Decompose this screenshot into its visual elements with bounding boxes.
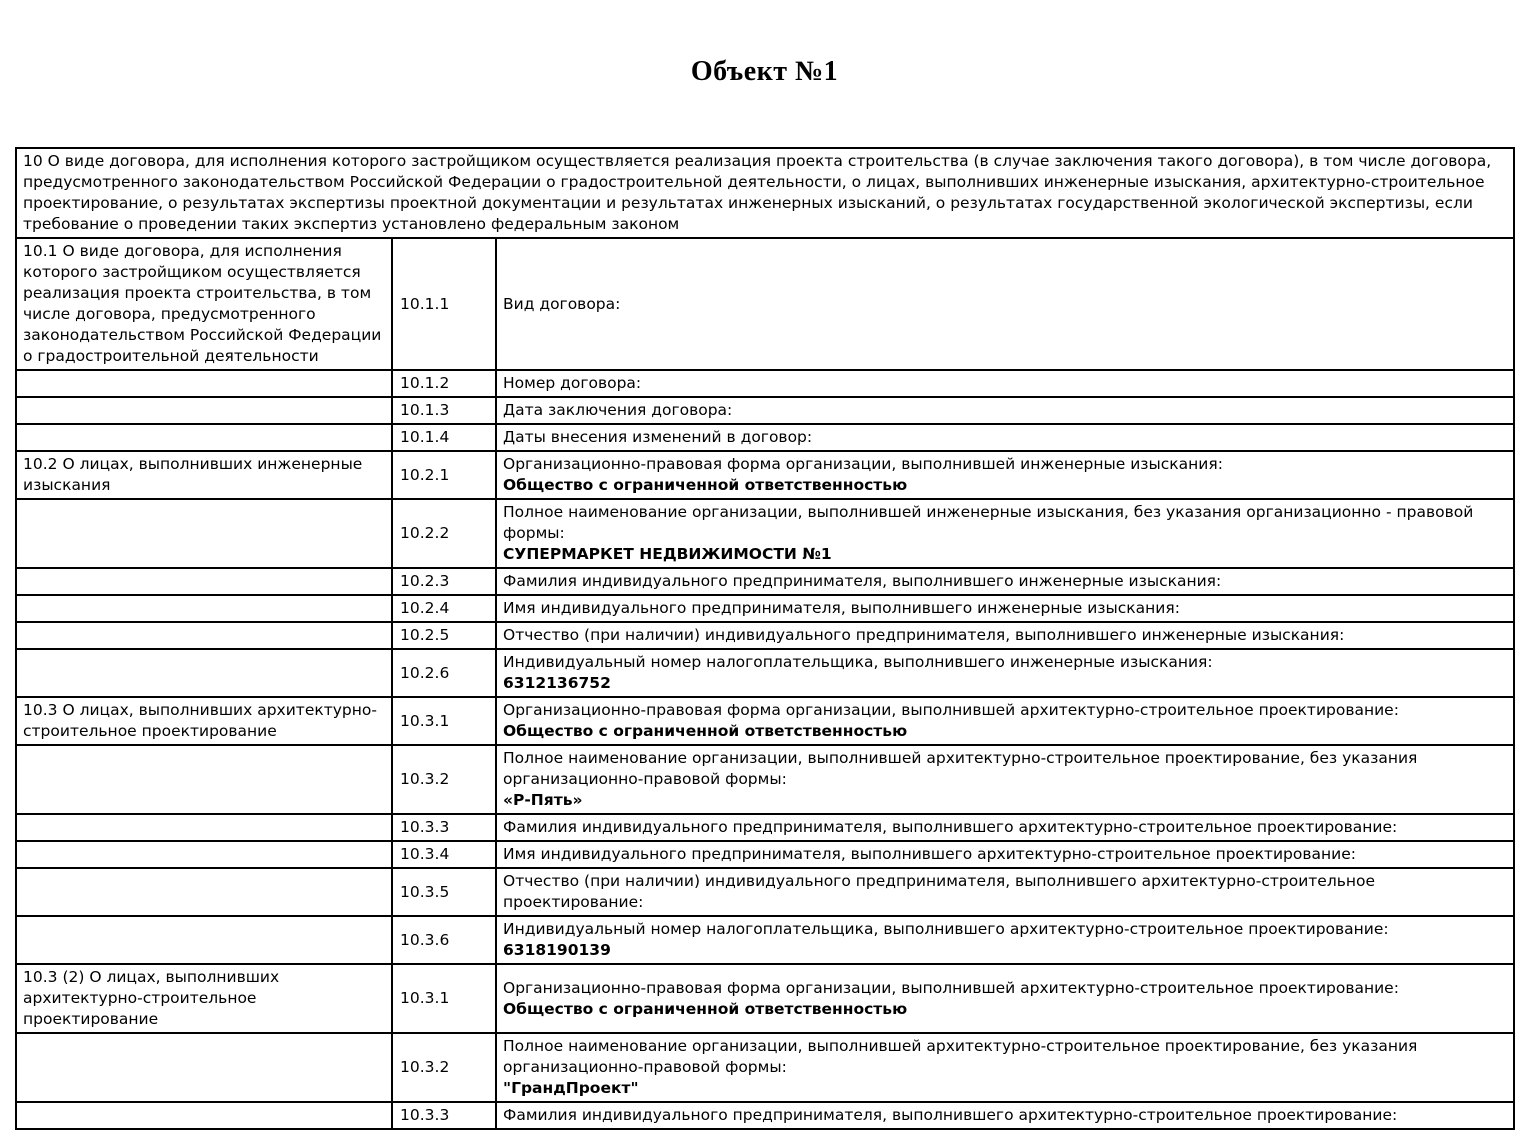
field-label: Полное наименование организации, выполнившей архитектурно-строительное проектирование, без указания организационно-правовой формы: bbox=[503, 749, 1418, 788]
field-label: Номер договора: bbox=[503, 374, 642, 392]
table-row bbox=[16, 397, 1514, 424]
field-label: Фамилия индивидуального предпринимателя, выполнившего инженерные изыскания: bbox=[503, 572, 1222, 590]
table-row bbox=[16, 568, 1514, 595]
section-description-empty-cell bbox=[16, 814, 392, 841]
table-row bbox=[16, 649, 1514, 697]
section-description-empty-cell bbox=[16, 745, 392, 814]
row-number-cell: 10.3.3 bbox=[392, 814, 496, 841]
section-description-cell: 10.2 О лицах, выполнивших инженерные изыскания bbox=[16, 451, 392, 499]
table-row bbox=[16, 745, 1514, 814]
row-content-cell bbox=[496, 916, 1514, 964]
row-number-cell: 10.1.4 bbox=[392, 424, 496, 451]
row-content-cell bbox=[496, 595, 1514, 622]
field-label: Имя индивидуального предпринимателя, выполнившего архитектурно-строительное проектирование: bbox=[503, 845, 1356, 863]
section-description-empty-cell bbox=[16, 649, 392, 697]
table-row bbox=[16, 622, 1514, 649]
table-row bbox=[16, 964, 1514, 1033]
section-description-empty-cell bbox=[16, 916, 392, 964]
row-content-cell bbox=[496, 451, 1514, 499]
section-description-empty-cell bbox=[16, 622, 392, 649]
table-row bbox=[16, 814, 1514, 841]
field-label: Организационно-правовая форма организации, выполнившей архитектурно-строительное проектирование: bbox=[503, 978, 1399, 997]
row-number-cell: 10.3.3 bbox=[392, 1102, 496, 1129]
field-value: Общество с ограниченной ответственностью bbox=[503, 999, 908, 1018]
field-label: Полное наименование организации, выполнившей инженерные изыскания, без указания организационно - правовой формы: bbox=[503, 503, 1474, 542]
row-content-cell bbox=[496, 697, 1514, 745]
section-description-empty-cell bbox=[16, 397, 392, 424]
row-number-cell: 10.3.1 bbox=[392, 697, 496, 745]
row-number-cell: 10.2.1 bbox=[392, 451, 496, 499]
row-number-cell: 10.2.5 bbox=[392, 622, 496, 649]
section-description-cell: 10.3 (2) О лицах, выполнивших архитектурно-строительное проектирование bbox=[16, 964, 392, 1033]
field-label: Фамилия индивидуального предпринимателя, выполнившего архитектурно-строительное проектирование: bbox=[503, 1106, 1398, 1124]
field-label: Индивидуальный номер налогоплательщика, выполнившего инженерные изыскания: bbox=[503, 653, 1213, 671]
row-content-cell bbox=[496, 238, 1514, 370]
row-number-cell: 10.2.4 bbox=[392, 595, 496, 622]
section-description-empty-cell bbox=[16, 868, 392, 916]
table-row-intro bbox=[16, 148, 1514, 238]
row-number-cell: 10.2.6 bbox=[392, 649, 496, 697]
table-row bbox=[16, 1033, 1514, 1102]
page-title: Объект №1 bbox=[690, 56, 839, 87]
field-value: Общество с ограниченной ответственностью bbox=[503, 476, 908, 494]
field-value: Общество с ограниченной ответственностью bbox=[503, 722, 908, 740]
table-row bbox=[16, 424, 1514, 451]
field-value: 6312136752 bbox=[503, 674, 611, 692]
row-number-cell: 10.3.5 bbox=[392, 868, 496, 916]
table-row bbox=[16, 370, 1514, 397]
row-content-cell bbox=[496, 1102, 1514, 1129]
section-description-empty-cell bbox=[16, 499, 392, 568]
row-number-cell: 10.2.2 bbox=[392, 499, 496, 568]
row-content-cell bbox=[496, 370, 1514, 397]
row-content-cell bbox=[496, 649, 1514, 697]
table-row bbox=[16, 499, 1514, 568]
section-description-empty-cell bbox=[16, 370, 392, 397]
field-label: Отчество (при наличии) индивидуального предпринимателя, выполнившего инженерные изыскания: bbox=[503, 626, 1345, 644]
row-content-cell bbox=[496, 814, 1514, 841]
section-description-empty-cell bbox=[16, 424, 392, 451]
field-label: Вид договора: bbox=[503, 294, 621, 313]
table-row bbox=[16, 697, 1514, 745]
row-number-cell: 10.3.2 bbox=[392, 1033, 496, 1102]
field-value: "ГрандПроект" bbox=[503, 1079, 639, 1097]
row-content-cell bbox=[496, 841, 1514, 868]
field-label: Даты внесения изменений в договор: bbox=[503, 428, 813, 446]
row-number-cell: 10.3.1 bbox=[392, 964, 496, 1033]
row-content-cell bbox=[496, 397, 1514, 424]
table-row bbox=[16, 868, 1514, 916]
row-number-cell: 10.3.2 bbox=[392, 745, 496, 814]
field-label: Отчество (при наличии) индивидуального предпринимателя, выполнившего архитектурно-строительное проектирование: bbox=[503, 872, 1376, 911]
field-label: Индивидуальный номер налогоплательщика, выполнившего архитектурно-строительное проектирование: bbox=[503, 920, 1389, 938]
section-description-empty-cell bbox=[16, 1102, 392, 1129]
field-label: Фамилия индивидуального предпринимателя, выполнившего архитектурно-строительное проектирование: bbox=[503, 818, 1398, 836]
row-content-cell bbox=[496, 868, 1514, 916]
section-description-cell: 10.3 О лицах, выполнивших архитектурно-строительное проектирование bbox=[16, 697, 392, 745]
section-description-empty-cell bbox=[16, 568, 392, 595]
row-content-cell bbox=[496, 745, 1514, 814]
section-description-empty-cell bbox=[16, 841, 392, 868]
row-content-cell bbox=[496, 1033, 1514, 1102]
section-description-cell: 10.1 О виде договора, для исполнения которого застройщиком осуществляется реализация проекта строительства, в том числе договора, предусмотренного законодательством Российской Федерации о градостроительной деятельности bbox=[16, 238, 392, 370]
row-content-cell bbox=[496, 622, 1514, 649]
row-number-cell: 10.1.2 bbox=[392, 370, 496, 397]
field-value: 6318190139 bbox=[503, 941, 611, 959]
row-number-cell: 10.1.3 bbox=[392, 397, 496, 424]
field-label: Имя индивидуального предпринимателя, выполнившего инженерные изыскания: bbox=[503, 599, 1180, 617]
table-row bbox=[16, 841, 1514, 868]
row-content-cell bbox=[496, 499, 1514, 568]
row-number-cell: 10.1.1 bbox=[392, 238, 496, 370]
row-content-cell bbox=[496, 424, 1514, 451]
field-label: Полное наименование организации, выполнившей архитектурно-строительное проектирование, без указания организационно-правовой формы: bbox=[503, 1037, 1418, 1076]
table-row bbox=[16, 238, 1514, 370]
table-row bbox=[16, 451, 1514, 499]
field-label: Организационно-правовая форма организации, выполнившей инженерные изыскания: bbox=[503, 455, 1223, 473]
section-description-empty-cell bbox=[16, 1033, 392, 1102]
row-number-cell: 10.2.3 bbox=[392, 568, 496, 595]
field-value: СУПЕРМАРКЕТ НЕДВИЖИМОСТИ №1 bbox=[503, 545, 832, 563]
table-row bbox=[16, 595, 1514, 622]
field-value: «Р-Пять» bbox=[503, 791, 583, 809]
row-number-cell: 10.3.6 bbox=[392, 916, 496, 964]
field-label: Организационно-правовая форма организации, выполнившей архитектурно-строительное проектирование: bbox=[503, 701, 1399, 719]
row-content-cell bbox=[496, 568, 1514, 595]
table-row bbox=[16, 916, 1514, 964]
section-10-intro-cell: 10 О виде договора, для исполнения которого застройщиком осуществляется реализация проекта строительства (в случае заключения такого договора), в том числе договора, предусмотренного законодательством Российской Федерации о градостроительной деятельности, о лицах, выполнивших инженерные изыскания, архитектурно-строительное проектирование, о результатах экспертизы проектной документации и результатах инженерных изысканий, о результатах государственной экологической экспертизы, если требование о проведении таких экспертиз установлено федеральным законом bbox=[16, 148, 1514, 238]
row-number-cell: 10.3.4 bbox=[392, 841, 496, 868]
declaration-table bbox=[15, 147, 1515, 1130]
section-description-empty-cell bbox=[16, 595, 392, 622]
table-row bbox=[16, 1102, 1514, 1129]
row-content-cell bbox=[496, 964, 1514, 1033]
field-label: Дата заключения договора: bbox=[503, 401, 733, 419]
